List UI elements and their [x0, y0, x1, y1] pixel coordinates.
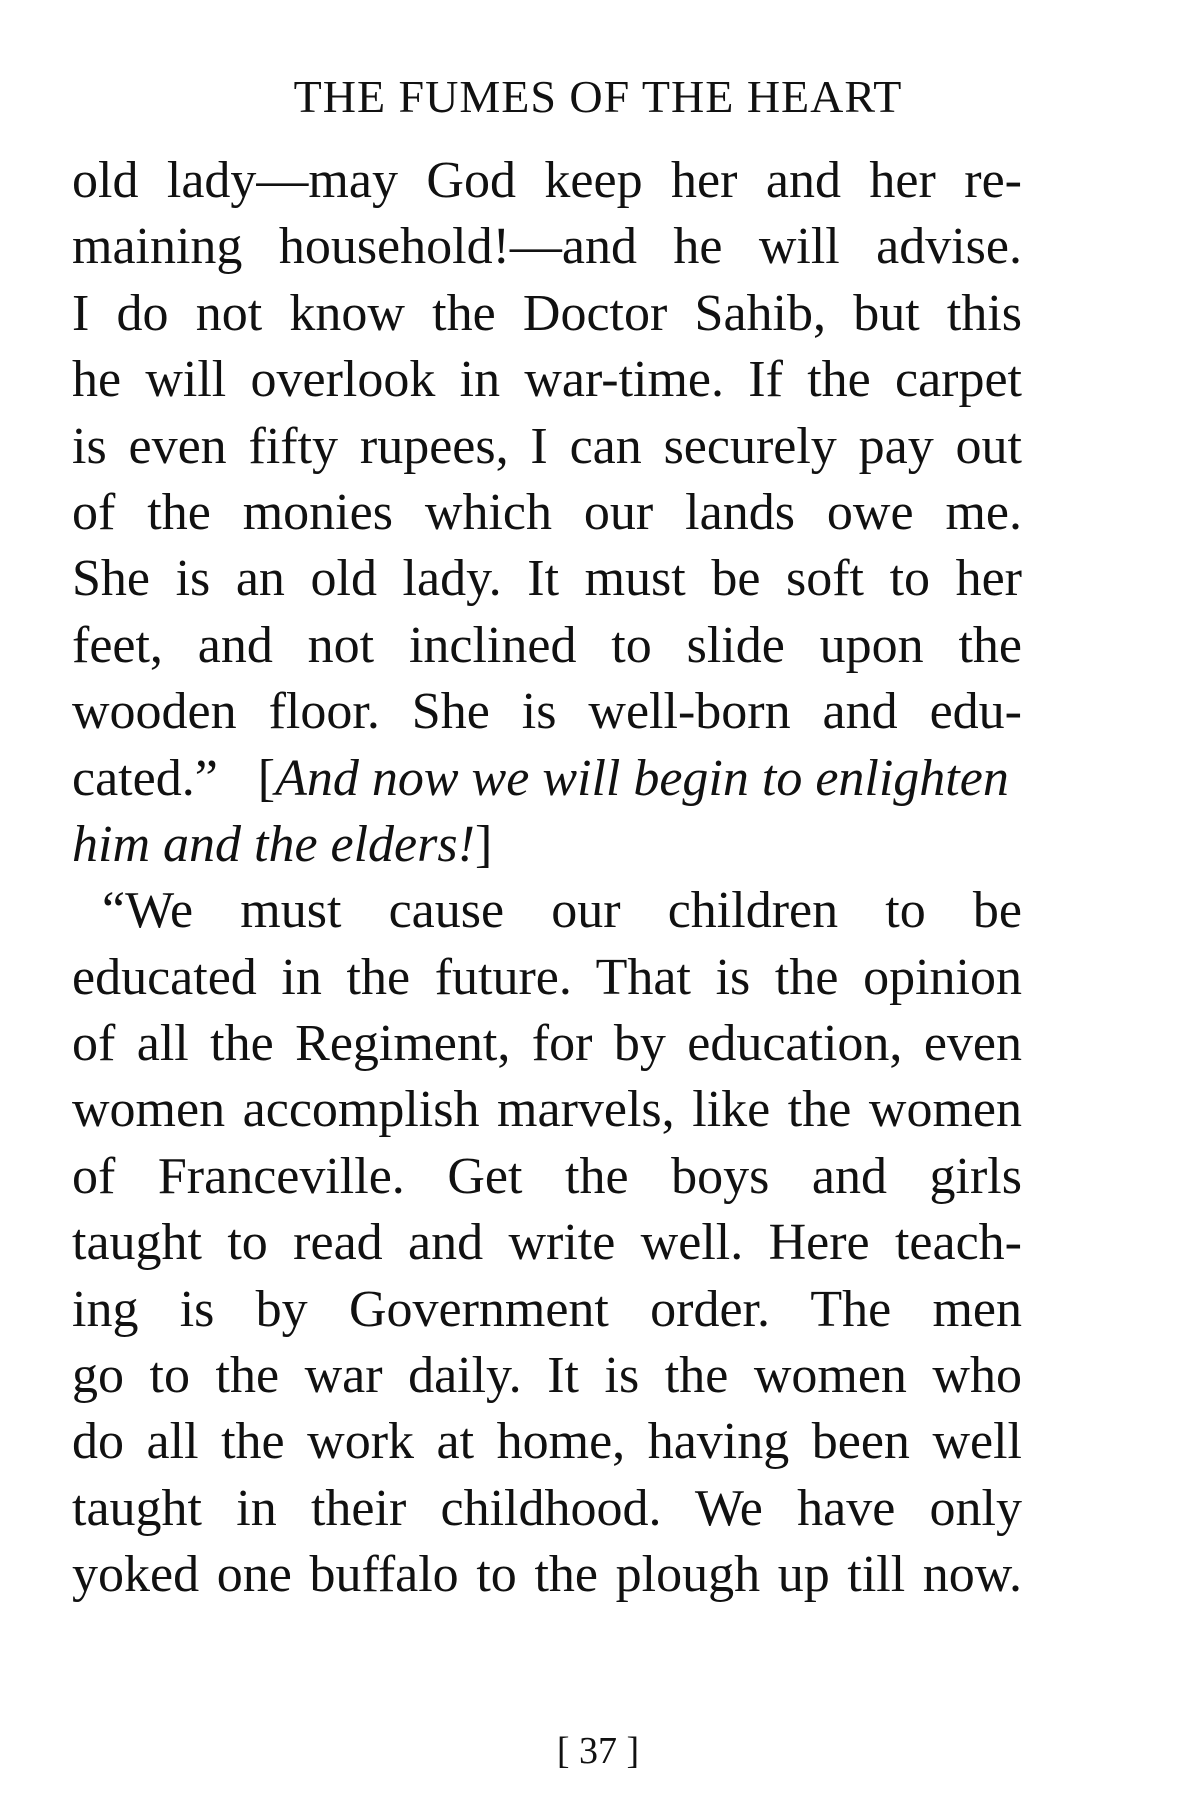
- text-line: taught in their childhood. We have only: [72, 1479, 1022, 1537]
- quote-end: cated.”: [72, 749, 218, 807]
- text-line: I do not know the Doctor Sahib, but this: [72, 284, 1022, 342]
- text-line: feet, and not inclined to slide upon the: [72, 616, 1022, 674]
- text-line: do all the work at home, having been well: [72, 1413, 1022, 1471]
- text-line: yoked one buffalo to the plough up till now.: [72, 1546, 1022, 1604]
- italic-aside-line: [72, 812, 1022, 878]
- text-line: ing is by Government order. The men: [72, 1280, 1022, 1338]
- italic-aside-end: him and the elders!: [72, 815, 475, 873]
- italic-aside: And now we will begin to enlighten: [275, 749, 1009, 807]
- text-line: old lady—may God keep her and her re-: [72, 152, 1022, 209]
- running-title: THE FUMES OF THE HEART: [293, 71, 903, 122]
- text-line: of the monies which our lands owe me.: [72, 483, 1022, 541]
- text-line: She is an old lady. It must be soft to her: [72, 550, 1022, 608]
- text-line: wooden floor. She is well-born and edu-: [72, 683, 1022, 741]
- text-line: women accomplish marvels, like the women: [72, 1081, 1022, 1139]
- text-line: is even fifty rupees, I can securely pay out: [72, 417, 1022, 475]
- bracket-close: ]: [474, 815, 493, 873]
- paragraph-first-line: “We must cause our children to be: [102, 882, 1022, 940]
- page-number: [ 37 ]: [556, 1730, 640, 1772]
- text-line: he will overlook in war-time. If the carpet: [72, 351, 1022, 409]
- text-line: maining household!—and he will advise.: [72, 218, 1022, 276]
- text-line: of Franceville. Get the boys and girls: [72, 1147, 1022, 1205]
- text-line-with-bracket: [72, 746, 1022, 812]
- text-line: taught to read and write well. Here teach-: [72, 1214, 1022, 1272]
- bracket-open: [: [257, 749, 276, 807]
- text-line: of all the Regiment, for by education, even: [72, 1015, 1022, 1073]
- body-text: [72, 148, 1022, 1609]
- text-line: educated in the future. That is the opinion: [72, 948, 1022, 1006]
- text-line: go to the war daily. It is the women who: [72, 1347, 1022, 1405]
